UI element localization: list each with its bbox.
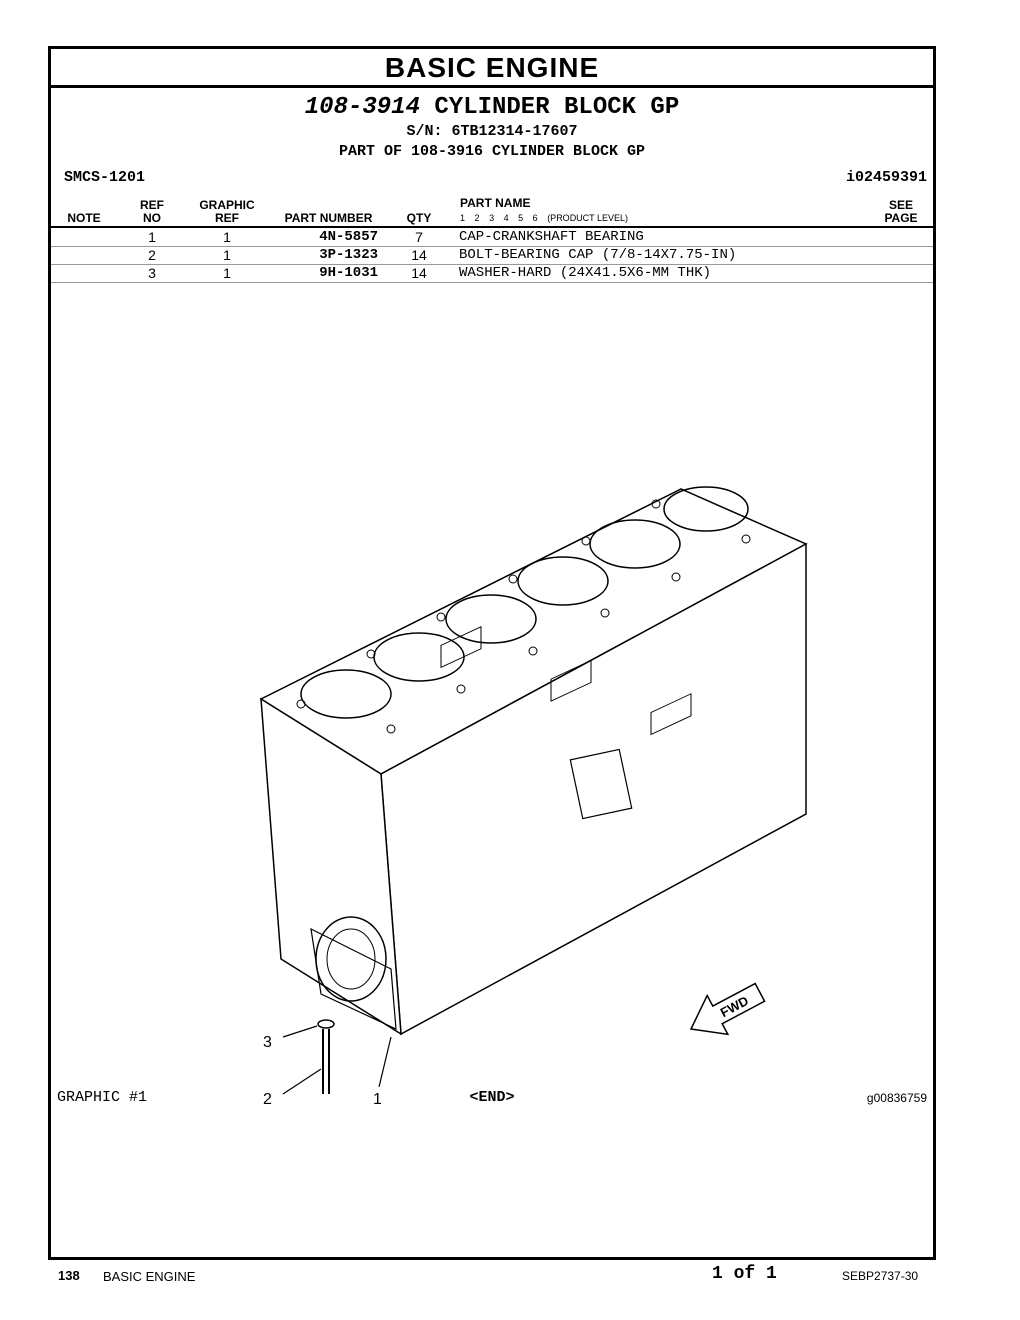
product-level: 1: [460, 213, 466, 223]
fwd-label: FWD: [717, 992, 751, 1021]
fwd-arrow-icon: [681, 973, 771, 1048]
ref-no: 3: [148, 265, 156, 281]
table-row: [51, 228, 933, 247]
header-ref-no-line2: NO: [143, 211, 161, 225]
leader-lines: [283, 1026, 391, 1094]
page-number: 138: [58, 1268, 80, 1283]
header-graphic-ref-line1: GRAPHIC: [199, 198, 255, 212]
product-level: 2: [474, 213, 480, 223]
part-number: 4N-5857: [319, 229, 378, 245]
product-level: 6: [532, 213, 538, 223]
group-number: 108-3914: [304, 94, 420, 121]
graphic-ref: 1: [223, 229, 231, 245]
callout-3: 3: [263, 1034, 272, 1051]
header-see-page: [881, 199, 921, 225]
quantity: 14: [411, 265, 427, 281]
header-part-number: PART NUMBER: [284, 211, 373, 225]
callout-2: 2: [263, 1091, 272, 1108]
product-level-label: (PRODUCT LEVEL): [547, 213, 629, 223]
graphic-id: g00836759: [866, 1091, 927, 1105]
quantity: 7: [415, 229, 423, 245]
product-level: 4: [503, 213, 509, 223]
section-title: BASIC ENGINE: [51, 49, 933, 88]
header-part-name: PART NAME: [460, 196, 531, 210]
product-levels: [460, 213, 628, 223]
header-ref-no: [131, 199, 173, 225]
ref-no: 1: [148, 229, 156, 245]
group-title: [51, 94, 933, 121]
callout-1: 1: [373, 1091, 382, 1108]
header-see-page-line2: PAGE: [884, 211, 918, 225]
graphic-ref: 1: [223, 247, 231, 263]
part-name: WASHER-HARD (24X41.5X6-MM THK): [459, 265, 712, 281]
header-qty: QTY: [406, 211, 432, 225]
graphic-label: GRAPHIC #1: [57, 1089, 148, 1106]
document-number: SEBP2737-30: [842, 1269, 919, 1283]
part-number: 9H-1031: [319, 265, 378, 281]
table-row: [51, 246, 933, 265]
table-row: [51, 264, 933, 283]
part-number: 3P-1323: [319, 247, 378, 263]
smcs-code: SMCS-1201: [64, 169, 146, 186]
washer: [318, 1020, 334, 1028]
header-ref-no-line1: REF: [140, 198, 164, 212]
header-graphic-ref-line2: REF: [215, 211, 239, 225]
pagination: 1 of 1: [712, 1264, 777, 1284]
document-identifier: i02459391: [845, 169, 927, 186]
header-see-page-line1: SEE: [888, 198, 913, 212]
serial-number: S/N: 6TB12314-17607: [406, 123, 578, 140]
product-level: 3: [489, 213, 495, 223]
end-marker: <END>: [469, 1089, 515, 1106]
group-name: CYLINDER BLOCK GP: [434, 94, 680, 121]
part-name: CAP-CRANKSHAFT BEARING: [459, 229, 644, 245]
graphic-ref: 1: [223, 265, 231, 281]
footer-section: BASIC ENGINE: [103, 1269, 196, 1284]
quantity: 14: [411, 247, 427, 263]
header-graphic-ref: [189, 199, 265, 225]
part-of: PART OF 108-3916 CYLINDER BLOCK GP: [338, 143, 646, 160]
ref-no: 2: [148, 247, 156, 263]
part-name: BOLT-BEARING CAP (7/8-14X7.75-IN): [459, 247, 737, 263]
page-frame: [48, 46, 936, 1260]
product-level: 5: [518, 213, 524, 223]
header-note: NOTE: [67, 211, 101, 225]
